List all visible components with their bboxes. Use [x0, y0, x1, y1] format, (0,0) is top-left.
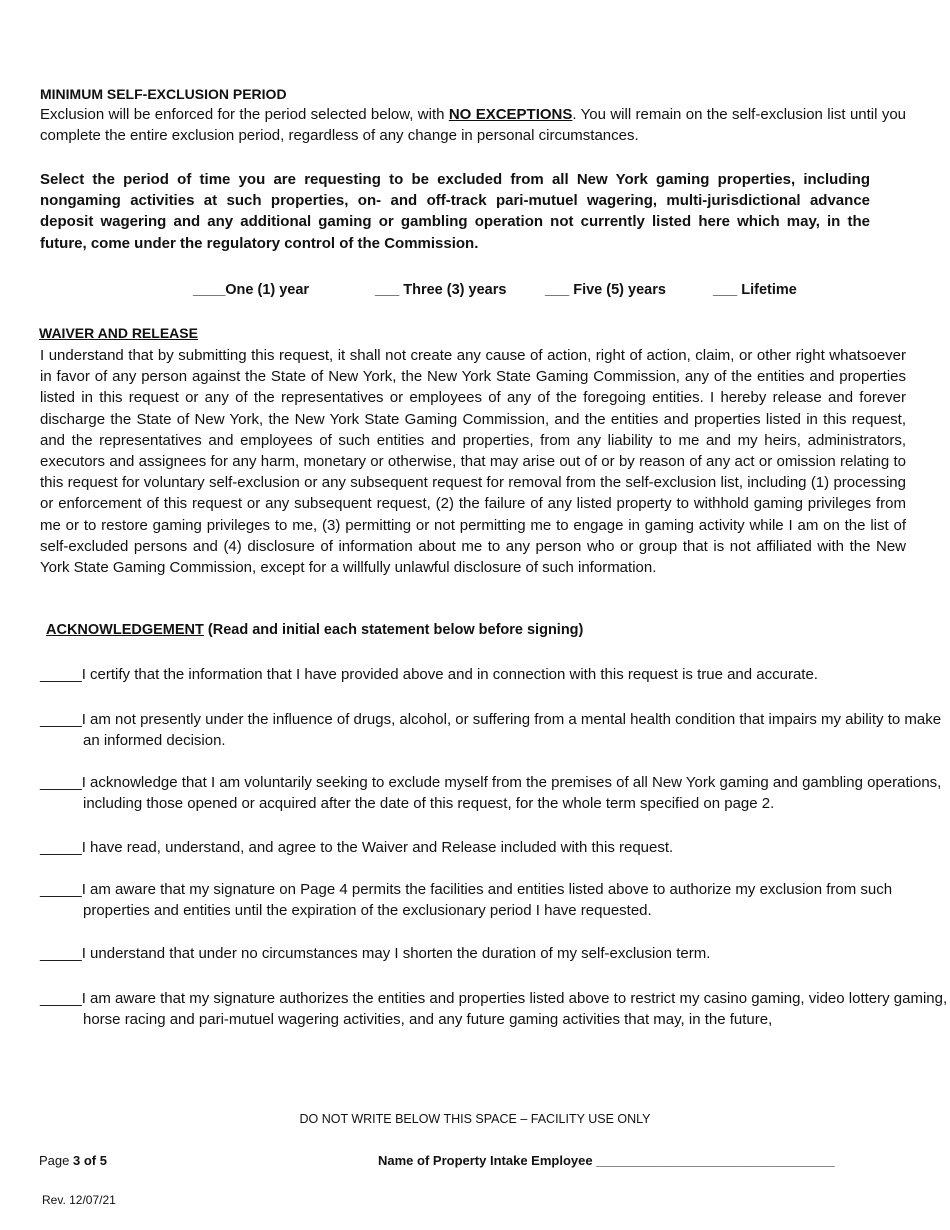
waiver-paragraph: I understand that by submitting this request, it shall not create any cause of action, right of action, claim, or other right whatsoever in favor of any person against the State of New York, the New York State Gaming Commission, any of the entities and properties listed in this request or any of the representatives or employees of any of the foregoing entities. I hereby release and forever discharge the State of New York, the New York State Gaming Commission, and the entities and properties listed in this request, and the representatives and employees of such entities and properties, from any liability to me and my heirs, administrators, executors and assignees for any harm, monetary or otherwise, that may arise out of or by reason of any act or omission relating to this request for voluntary self-exclusion or any subsequent request for removal from the self-exclusion list, including (1) processing or enforcement of this request or any subsequent request, (2) the failure of any listed property to withhold gaming privileges from me or to restore gaming privileges to me, (3) permitting or not permitting me to engage in gaming activity while I am on the list of self-excluded persons and (4) disclosure of information about me to any person who or group that is not affiliated with the New York State Gaming Commission, except for a willfully unlawful disclosure of such information.	[40, 347, 906, 577]
min-period-paragraph	[40, 104, 906, 146]
intake-employee-label: Name of Property Intake Employee	[378, 1153, 597, 1168]
initial-blank-2[interactable]: _____	[40, 711, 82, 728]
intake-employee-blank[interactable]: _________________________________	[596, 1153, 835, 1168]
min-period-text-after: . You will remain on the self-exclusion list until you complete the entire exclusion period, regardless of any change in personal circumstances.	[40, 106, 907, 145]
initial-blank-4[interactable]: _____	[40, 839, 82, 856]
ack-item-1: _____I certify that the information that I have provided above and in connection with this request is true and accurate.	[40, 666, 818, 683]
ack-item-2: _____I am not presently under the influence of drugs, alcohol, or suffering from a mental health condition that impairs my ability to make an informed decision.	[40, 711, 942, 750]
waiver-title: WAIVER AND RELEASE	[39, 325, 198, 341]
intake-employee-field	[378, 1153, 835, 1168]
page-prefix: Page	[39, 1153, 73, 1168]
ack-item-4: _____I have read, understand, and agree to the Waiver and Release included with this request.	[40, 839, 674, 856]
page-number: 3 of 5	[72, 1153, 107, 1168]
min-period-text-before: Exclusion will be enforced for the period selected below, with	[40, 106, 449, 123]
period-option-lifetime[interactable]: ___ Lifetime	[713, 282, 797, 298]
min-period-title: MINIMUM SELF-EXCLUSION PERIOD	[40, 86, 287, 102]
ack-item-3: _____I acknowledge that I am voluntarily seeking to exclude myself from the premises of all New York gaming and gambling operations, including those opened or acquired after the date of this request, for the whole term specified on page 2.	[40, 774, 942, 813]
initial-blank-6[interactable]: _____	[40, 945, 82, 962]
initial-blank-3[interactable]: _____	[40, 774, 82, 791]
initial-blank-5[interactable]: _____	[40, 881, 82, 898]
acknowledgement-heading	[46, 622, 583, 638]
revision-date: Rev. 12/07/21	[42, 1193, 116, 1207]
no-exceptions-emphasis: NO EXCEPTIONS	[448, 106, 573, 123]
period-option-one-year[interactable]: ____One (1) year	[193, 282, 310, 298]
initial-blank-7[interactable]: _____	[40, 990, 82, 1007]
initial-blank-1[interactable]: _____	[40, 666, 82, 683]
acknowledgement-subtitle: (Read and initial each statement below before signing)	[203, 622, 584, 638]
period-option-five-years[interactable]: ___ Five (5) years	[545, 282, 666, 298]
acknowledgement-title: ACKNOWLEDGEMENT	[46, 622, 204, 638]
facility-use-note: DO NOT WRITE BELOW THIS SPACE – FACILITY USE ONLY	[299, 1112, 651, 1126]
ack-item-6: _____I understand that under no circumstances may I shorten the duration of my self-exclusion term.	[40, 945, 711, 962]
page-indicator	[39, 1153, 107, 1168]
select-period-paragraph: Select the period of time you are requesting to be excluded from all New York gaming properties, including nongaming activities at such properties, on- and off-track pari-mutuel wagering, multi-jurisdictional advance deposit wagering and any additional gaming or gambling operation not currently listed here which may, in the future, come under the regulatory control of the Commission.	[40, 171, 870, 252]
ack-item-5: _____I am aware that my signature on Page 4 permits the facilities and entities listed above to authorize my exclusion from such properties and entities until the expiration of the exclusionary period I have requested.	[40, 881, 893, 920]
ack-item-7: _____I am aware that my signature authorizes the entities and properties listed above to restrict my casino gaming, video lottery gaming, horse racing and pari-mutuel wagering activities, and any future gaming activities that may, in the future,	[40, 990, 948, 1029]
period-option-three-years[interactable]: ___ Three (3) years	[375, 282, 507, 298]
